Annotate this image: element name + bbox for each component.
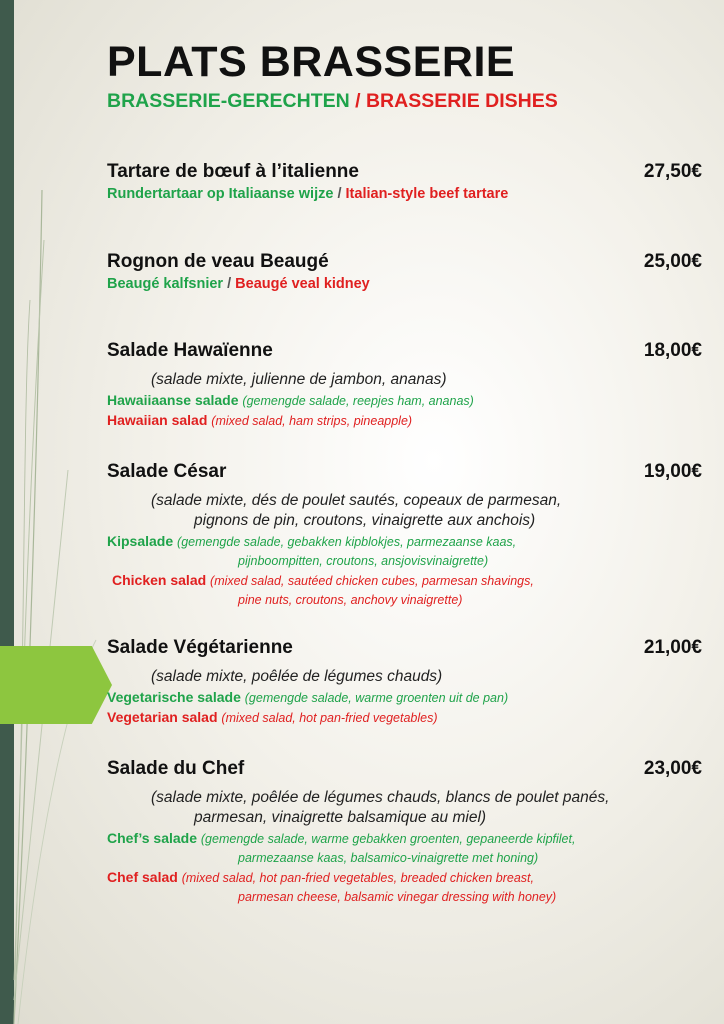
item-name: Salade César <box>107 461 227 482</box>
item-translation <box>107 186 702 202</box>
item-translation-dutch <box>107 830 702 848</box>
item-name: Salade du Chef <box>107 758 245 779</box>
item-price: 21,00€ <box>643 637 702 658</box>
item-price: 27,50€ <box>643 161 702 182</box>
item-description-fr <box>107 491 702 531</box>
english-name: Vegetarian salad <box>107 709 218 725</box>
item-translation <box>107 276 702 292</box>
description-line: pignons de pin, croutons, vinaigrette aux anchois) <box>194 512 536 529</box>
english-description: (mixed salad, ham strips, pineapple) <box>211 414 413 428</box>
item-name: Rognon de veau Beaugé <box>107 251 329 272</box>
item-translation-english <box>107 572 702 590</box>
menu-item-salade-vegetarienne <box>107 637 702 727</box>
translation-dutch: Beaugé kalfsnier <box>107 276 224 292</box>
menu-item-salade-hawaienne <box>107 340 702 430</box>
menu-item-salade-du-chef <box>107 758 702 906</box>
translation-english: Beaugé veal kidney <box>235 276 370 292</box>
item-description-fr: (salade mixte, julienne de jambon, ananas) <box>151 371 447 388</box>
item-price: 19,00€ <box>643 461 702 482</box>
item-description-fr: (salade mixte, poêlée de légumes chauds) <box>151 668 443 685</box>
translation-separator: / <box>333 186 346 202</box>
dutch-description: (gemengde salade, warme groenten uit de pan) <box>244 691 509 705</box>
page-title: PLATS BRASSERIE <box>107 38 516 86</box>
english-name: Chef salad <box>107 869 178 885</box>
dutch-description-cont: parmezaanse kaas, balsamico-vinaigrette met honing) <box>238 851 539 865</box>
menu-item-tartare <box>107 161 702 202</box>
english-description-cont: pine nuts, croutons, anchovy vinaigrette) <box>238 593 463 607</box>
translation-separator: / <box>223 276 236 292</box>
dutch-name: Vegetarische salade <box>107 689 241 705</box>
item-price: 18,00€ <box>643 340 702 361</box>
item-name: Tartare de bœuf à l’italienne <box>107 161 359 182</box>
dutch-description-cont: pijnboompitten, croutons, ansjovisvinaigrette) <box>238 554 489 568</box>
translation-english: Italian-style beef tartare <box>345 186 509 202</box>
subtitle-english: BRASSERIE DISHES <box>365 90 558 112</box>
english-description: (mixed salad, hot pan-fried vegetables, breaded chicken breast, <box>181 871 534 885</box>
translation-dutch: Rundertartaar op Italiaanse wijze <box>107 186 334 202</box>
grass-decoration <box>0 0 120 1024</box>
item-description-fr <box>107 788 702 828</box>
item-translation-english <box>107 709 702 727</box>
english-name: Hawaiian salad <box>107 412 208 428</box>
item-translation-english <box>107 412 702 430</box>
english-description: (mixed salad, hot pan-fried vegetables) <box>221 711 438 725</box>
page-subtitle <box>107 90 558 113</box>
subtitle-dutch: BRASSERIE-GERECHTEN <box>107 90 350 112</box>
english-description-cont: parmesan cheese, balsamic vinegar dressing with honey) <box>238 890 557 904</box>
description-line: (salade mixte, dés de poulet sautés, copeaux de parmesan, <box>151 492 562 509</box>
menu-item-salade-cesar <box>107 461 702 609</box>
dutch-description: (gemengde salade, warme gebakken groenten, gepaneerde kipfilet, <box>200 832 576 846</box>
dutch-description: (gemengde salade, gebakken kipblokjes, parmezaanse kaas, <box>177 535 517 549</box>
dutch-name: Kipsalade <box>107 533 174 549</box>
item-translation-dutch <box>107 392 702 410</box>
description-line: parmesan, vinaigrette balsamique au miel) <box>194 809 487 826</box>
description-line: (salade mixte, poêlée de légumes chauds, blancs de poulet panés, <box>151 789 610 806</box>
english-name: Chicken salad <box>112 572 207 588</box>
item-price: 23,00€ <box>643 758 702 779</box>
english-description: (mixed salad, sautéed chicken cubes, parmesan shavings, <box>210 574 534 588</box>
item-name: Salade Végétarienne <box>107 637 293 658</box>
menu-header <box>107 38 558 113</box>
item-name: Salade Hawaïenne <box>107 340 273 361</box>
item-translation-dutch <box>107 533 702 551</box>
item-translation-english <box>107 869 702 887</box>
item-translation-dutch <box>107 689 702 707</box>
dutch-name: Hawaiiaanse salade <box>107 392 239 408</box>
item-price: 25,00€ <box>643 251 702 272</box>
green-hexagon-accent <box>0 646 112 724</box>
dutch-description: (gemengde salade, reepjes ham, ananas) <box>242 394 474 408</box>
menu-item-rognon <box>107 251 702 292</box>
subtitle-separator: / <box>349 90 366 112</box>
dutch-name: Chef’s salade <box>107 830 197 846</box>
